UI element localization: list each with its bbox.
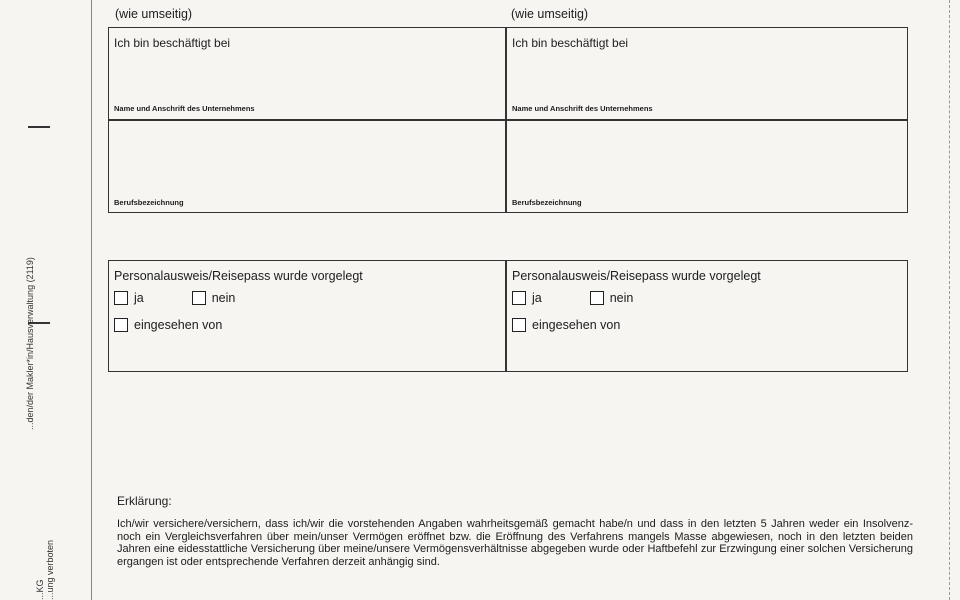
- right-job-field[interactable]: [507, 121, 907, 212]
- left-column-header: (wie umseitig): [115, 7, 193, 21]
- employment-table: [108, 27, 908, 213]
- right-yes-no-row: [512, 291, 681, 305]
- right-seen-label: eingesehen von: [532, 318, 621, 332]
- left-margin-line: [91, 0, 92, 600]
- declaration-text: Ich/wir versichere/versichern, dass ich/wir die vorstehenden Angaben wahrheitsgemäß gemacht habe/n und dass in den letzten 5 Jahren weder ein Insolvenz- noch ein Vergleichsverfahren über mein/unser Vermögen eröffnet bzw. die Eröffnung des Verfahrens mangels Masse abgewiesen, noch in den letzten beiden Jahren eine eidesstattliche Versicherung über meine/unsere Vermögensverhältnisse abgegeben wurde oder Haftbefehl zur Erzwingung einer solchen Versicherung ergangen ist oder entsprechende Verfahren derzeit anhängig sind.: [117, 518, 913, 568]
- fold-mark-top: [28, 126, 50, 128]
- right-employer-field[interactable]: [507, 28, 907, 119]
- right-id-label: Personalausweis/Reisepass wurde vorgelegt: [512, 269, 761, 283]
- right-seen-option[interactable]: [512, 318, 620, 332]
- right-seen-checkbox[interactable]: [512, 318, 526, 332]
- right-no-option[interactable]: [590, 291, 634, 305]
- right-yes-checkbox[interactable]: [512, 291, 526, 305]
- left-no-label: nein: [211, 291, 236, 305]
- left-employer-caption: Name und Anschrift des Unternehmens: [114, 104, 255, 113]
- right-page-edge: [949, 0, 951, 600]
- right-no-checkbox[interactable]: [590, 291, 604, 305]
- right-job-caption: Berufsbezeichnung: [512, 198, 582, 207]
- right-id-check: [507, 261, 907, 371]
- left-job-field[interactable]: [109, 121, 505, 212]
- left-no-checkbox[interactable]: [192, 291, 206, 305]
- margin-imprint-line2: ...KG: [35, 579, 45, 600]
- left-job-caption: Berufsbezeichnung: [114, 198, 184, 207]
- right-no-label: nein: [609, 291, 634, 305]
- left-seen-checkbox[interactable]: [114, 318, 128, 332]
- margin-imprint-line1: ...den/der Makler*in/Hausverwaltung (2119): [25, 257, 35, 430]
- left-no-option[interactable]: [192, 291, 236, 305]
- left-seen-option[interactable]: [114, 318, 222, 332]
- right-column-header: (wie umseitig): [511, 7, 589, 21]
- left-id-check: [109, 261, 505, 371]
- margin-imprint-line3: ...ung verboten: [45, 539, 55, 600]
- left-yes-checkbox[interactable]: [114, 291, 128, 305]
- left-employer-label: Ich bin beschäftigt bei: [114, 36, 231, 50]
- left-yes-label: ja: [134, 291, 144, 305]
- right-seen-row: [512, 318, 668, 332]
- right-yes-label: ja: [532, 291, 542, 305]
- left-id-label: Personalausweis/Reisepass wurde vorgelegt: [114, 269, 363, 283]
- left-seen-row: [114, 318, 270, 332]
- right-employer-caption: Name und Anschrift des Unternehmens: [512, 104, 653, 113]
- right-employer-label: Ich bin beschäftigt bei: [512, 36, 629, 50]
- id-check-table: [108, 260, 908, 372]
- margin-imprint: [25, 257, 55, 600]
- left-yes-option[interactable]: [114, 291, 144, 305]
- declaration-title: Erklärung:: [117, 494, 172, 508]
- right-yes-option[interactable]: [512, 291, 542, 305]
- left-yes-no-row: [114, 291, 283, 305]
- left-employer-field[interactable]: [109, 28, 505, 119]
- left-seen-label: eingesehen von: [134, 318, 223, 332]
